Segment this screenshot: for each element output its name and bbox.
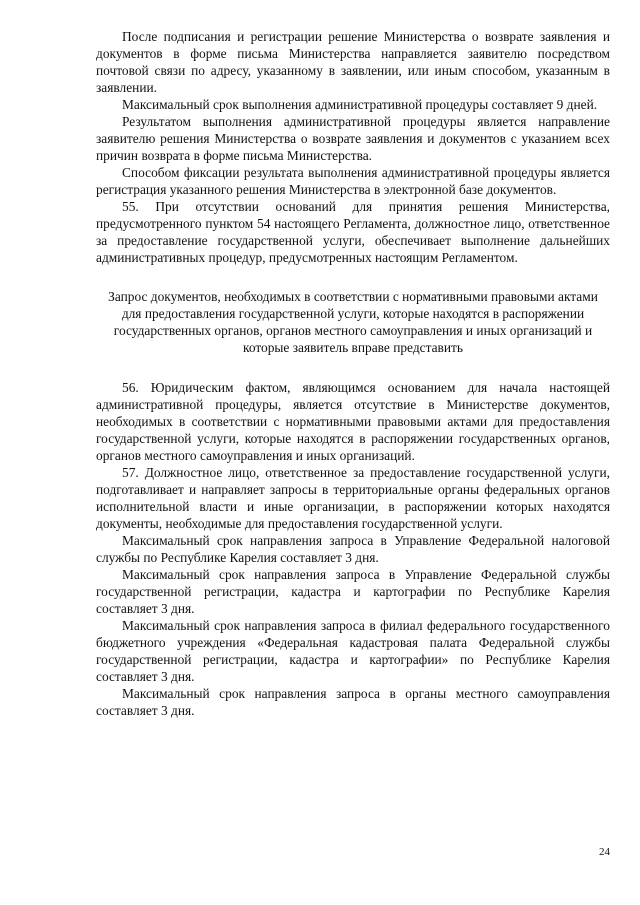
section-heading: Запрос документов, необходимых в соответствии с нормативными правовыми актами для предоставления государственной услуги, которые находятся в распоряжении государственных органов, органов местного самоуправления и иных организаций и которые заявитель вправе представить: [108, 289, 598, 355]
paragraph-cadastral-chamber-term: Максимальный срок направления запроса в филиал федерального государственного бюджетного учреждения «Федеральная кадастровая палата Федеральной службы государственной регистрации, кадастра и картографии» по Республике Карелия составляет 3 дня.: [96, 618, 610, 684]
paragraph-clause-56: 56. Юридическим фактом, являющимся основанием для начала настоящей административной процедуры, является отсутствие в Министерстве документов, необходимых в соответствии с нормативными правовыми актами для предоставления государственной услуги, которые находятся в распоряжении государственных органов, органов местного самоуправления и иных организаций.: [96, 380, 610, 463]
paragraph-registration-service-term: Максимальный срок направления запроса в Управление Федеральной службы государственной регистрации, кадастра и картографии по Республике Карелия составляет 3 дня.: [96, 567, 610, 616]
paragraph-result-fixation: Способом фиксации результата выполнения административной процедуры является регистрация указанного решения Министерства в электронной базе документов.: [96, 165, 610, 197]
paragraph-return-decision-sending: После подписания и регистрации решение Министерства о возврате заявления и документов в форме письма Министерства направляется заявителю посредством почтовой связи по адресу, указанному в заявлении, или иным способом, указанным в заявлении.: [96, 29, 610, 95]
paragraph-tax-service-term: Максимальный срок направления запроса в Управление Федеральной налоговой службы по Республике Карелия составляет 3 дня.: [96, 533, 610, 565]
paragraph-procedure-result: Результатом выполнения административной процедуры является направление заявителю решения Министерства о возврате заявления и документов с указанием всех причин возврата в форме письма Министерства.: [96, 114, 610, 163]
paragraph-clause-55: 55. При отсутствии оснований для принятия решения Министерства, предусмотренного пунктом 54 настоящего Регламента, должностное лицо, ответственное за предоставление государственной услуги, обеспечивает выполнение дальнейших административных процедур, предусмотренных настоящим Регламентом.: [96, 199, 610, 265]
paragraph-max-term-9-days: Максимальный срок выполнения административной процедуры составляет 9 дней.: [122, 97, 598, 112]
paragraph-clause-57: 57. Должностное лицо, ответственное за предоставление государственной услуги, подготавливает и направляет запросы в территориальные органы федеральных органов исполнительной власти и иные организации, в распоряжении которых находятся документы, необходимые для предоставления государственной услуги.: [96, 465, 610, 531]
paragraph-local-government-term: Максимальный срок направления запроса в органы местного самоуправления составляет 3 дня.: [96, 686, 610, 718]
page-number: 24: [599, 846, 610, 858]
